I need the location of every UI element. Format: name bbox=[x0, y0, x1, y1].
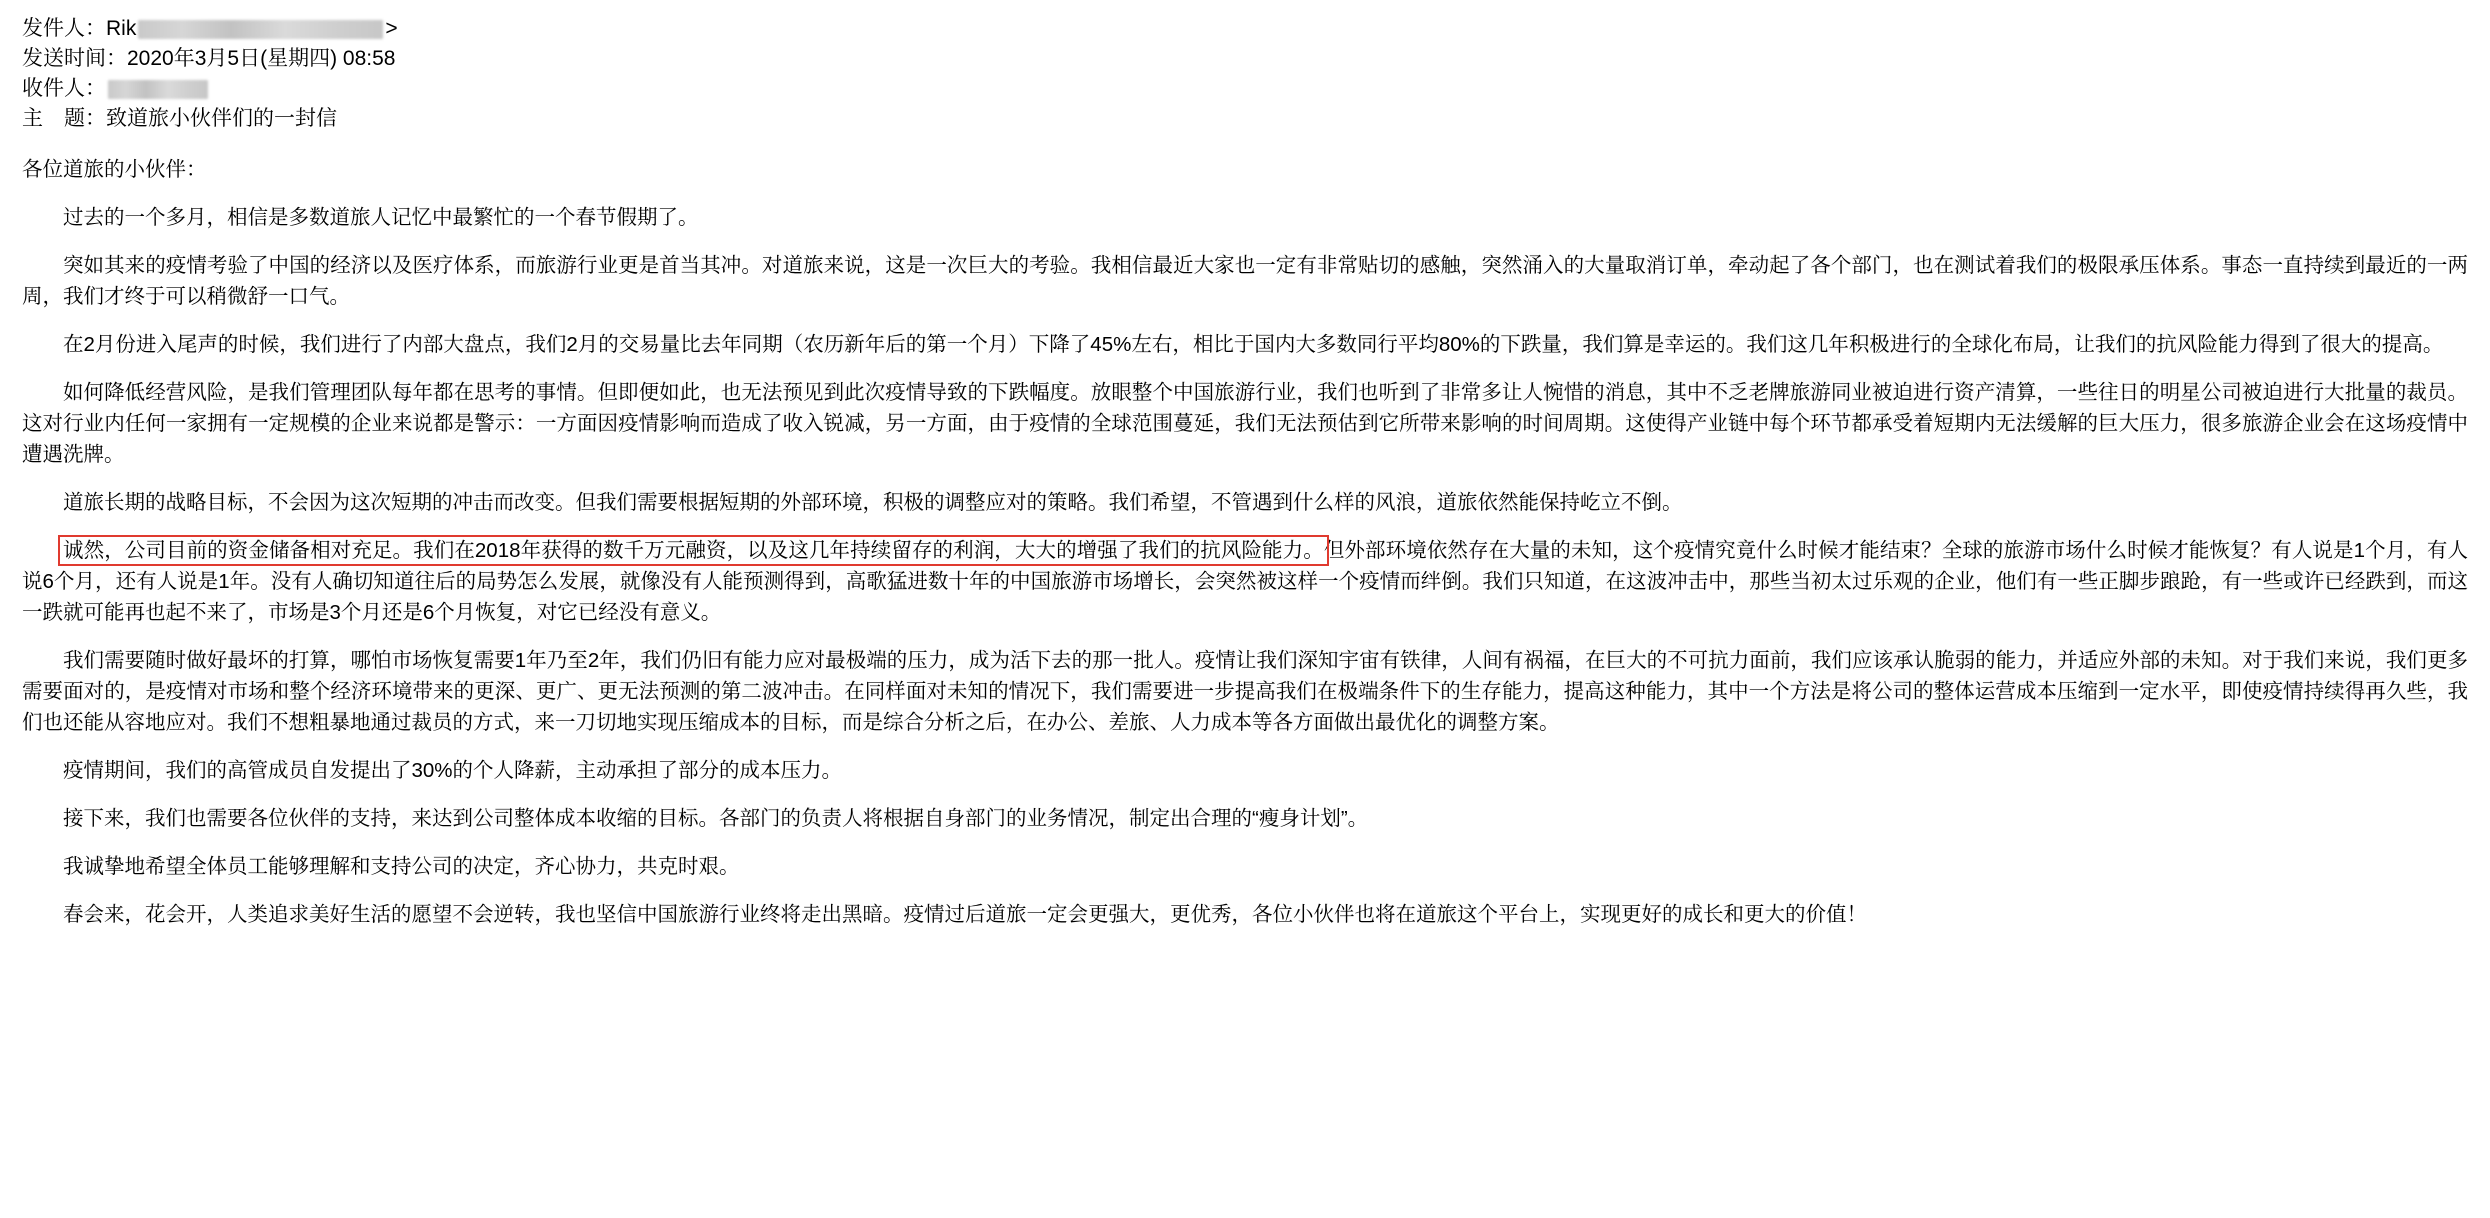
header-row-from bbox=[22, 14, 2468, 44]
redacted-recipient-address bbox=[108, 80, 208, 99]
body-paragraph-5: 道旅长期的战略目标，不会因为这次短期的冲击而改变。但我们需要根据短期的外部环境，积极的调整应对的策略。我们希望，不管遇到什么样的风浪，道旅依然能保持屹立不倒。 bbox=[63, 491, 1683, 514]
sent-value: 2020年3月5日(星期四) 08:58 bbox=[127, 47, 396, 70]
body-paragraph-highlighted bbox=[22, 535, 2468, 628]
header-row-to bbox=[22, 74, 2468, 104]
body-paragraph-9: 我诚挚地希望全体员工能够理解和支持公司的决定，齐心协力，共克时艰。 bbox=[63, 855, 740, 878]
subject-label: 主 题： bbox=[22, 107, 106, 130]
salutation: 各位道旅的小伙伴： bbox=[22, 158, 207, 181]
body-paragraph-6: 我们需要随时做好最坏的打算，哪怕市场恢复需要1年乃至2年，我们仍旧有能力应对最极端的压力，成为活下去的那一批人。疫情让我们深知宇宙有铁律，人间有祸福，在巨大的不可抗力面前，我们应该承认脆弱的能力，并适应外部的未知。对于我们来说，我们更多需要面对的，是疫情对市场和整个经济环境带来的更深、更广、更无法预测的第二波冲击。在同样面对未知的情况下，我们需要进一步提高我们在极端条件下的生存能力，提高这种能力，其中一个方法是将公司的整体运营成本压缩到一定水平，即使疫情持续得再久些，我们也还能从容地应对。我们不想粗暴地通过裁员的方式，来一刀切地实现压缩成本的目标，而是综合分析之后，在办公、差旅、人力成本等各方面做出最优化的调整方案。 bbox=[22, 649, 2468, 734]
email-header bbox=[22, 14, 2468, 134]
body-paragraph-4: 如何降低经营风险，是我们管理团队每年都在思考的事情。但即便如此，也无法预见到此次疫情导致的下跌幅度。放眼整个中国旅游行业，我们也听到了非常多让人惋惜的消息，其中不乏老牌旅游同业被迫进行资产清算，一些往日的明星公司被迫进行大批量的裁员。这对行业内任何一家拥有一定规模的企业来说都是警示：一方面因疫情影响而造成了收入锐减，另一方面，由于疫情的全球范围蔓延，我们无法预估到它所带来影响的时间周期。这使得产业链中每个环节都承受着短期内无法缓解的巨大压力，很多旅游企业会在这场疫情中遭遇洗牌。 bbox=[22, 381, 2468, 466]
subject-value: 致道旅小伙伴们的一封信 bbox=[106, 107, 337, 130]
to-label: 收件人： bbox=[22, 77, 106, 100]
from-value: Rik bbox=[106, 17, 137, 40]
header-row-sent bbox=[22, 44, 2468, 74]
from-bracket: > bbox=[385, 17, 398, 40]
sent-label: 发送时间： bbox=[22, 47, 127, 70]
redacted-sender-address bbox=[138, 20, 383, 39]
body-paragraph-2: 突如其来的疫情考验了中国的经济以及医疗体系，而旅游行业更是首当其冲。对道旅来说，这是一次巨大的考验。我相信最近大家也一定有非常贴切的感触，突然涌入的大量取消订单，牵动起了各个部门，也在测试着我们的极限承压体系。事态一直持续到最近的一两周，我们才终于可以稍微舒一口气。 bbox=[22, 254, 2468, 308]
body-paragraph-8: 接下来，我们也需要各位伙伴的支持，来达到公司整体成本收缩的目标。各部门的负责人将根据自身部门的业务情况，制定出合理的“瘦身计划”。 bbox=[63, 807, 1369, 830]
from-label: 发件人： bbox=[22, 17, 106, 40]
body-paragraph-10: 春会来，花会开，人类追求美好生活的愿望不会逆转，我也坚信中国旅游行业终将走出黑暗。疫情过后道旅一定会更强大，更优秀，各位小伙伴也将在道旅这个平台上，实现更好的成长和更大的价值！ bbox=[63, 903, 1867, 926]
body-paragraph-1: 过去的一个多月，相信是多数道旅人记忆中最繁忙的一个春节假期了。 bbox=[63, 206, 699, 229]
body-paragraph-3: 在2月份进入尾声的时候，我们进行了内部大盘点，我们2月的交易量比去年同期（农历新年后的第一个月）下降了45%左右，相比于国内大多数同行平均80%的下跌量，我们算是幸运的。我们这几年积极进行的全球化布局，让我们的抗风险能力得到了很大的提高。 bbox=[63, 333, 2444, 356]
header-row-subject bbox=[22, 104, 2468, 134]
email-body bbox=[22, 154, 2468, 930]
body-paragraph-7: 疫情期间，我们的高管成员自发提出了30%的个人降薪，主动承担了部分的成本压力。 bbox=[63, 759, 843, 782]
highlight-paragraph-rest: 但外部环境依然存在大量的未知，这个疫情究竟什么时候才能结束？全球的旅游市场什么时候才能恢复？有人说是1个月，有人说6个月，还有人说是1年。没有人确切知道往后的局势怎么发展，就像没有人能预测得到，高歌猛进数十年的中国旅游市场增长，会突然被这样一个疫情而绊倒。我们只知道，在这波冲击中，那些当初太过乐观的企业，他们有一些正脚步踉跄，有一些或许已经跌到，而这一跌就可能再也起不来了，市场是3个月还是6个月恢复，对它已经没有意义。 bbox=[22, 539, 2468, 624]
highlighted-sentence: 诚然，公司目前的资金储备相对充足。我们在2018年获得的数千万元融资，以及这几年持续留存的利润，大大的增强了我们的抗风险能力。 bbox=[63, 539, 1324, 562]
